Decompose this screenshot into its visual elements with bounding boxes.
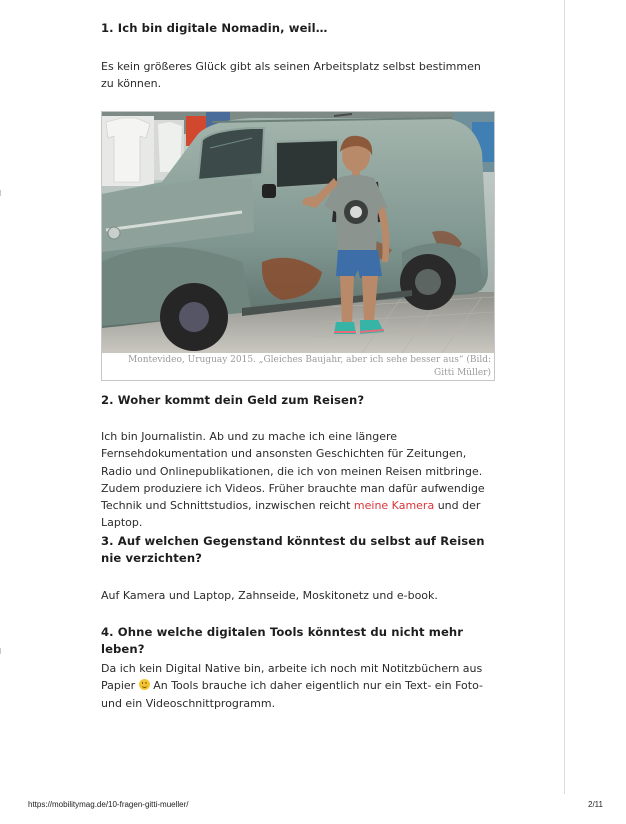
- question-4-heading: 4. Ohne welche digitalen Tools könntest du nicht mehr leben?: [101, 625, 464, 656]
- figure-caption: Montevideo, Uruguay 2015. „Gleiches Baujahr, aber ich sehe besser aus“ (Bild: Gitti Müller): [128, 355, 491, 378]
- answer-text: und der Laptop.: [101, 499, 481, 530]
- question-3-heading: 3. Auf welchen Gegenstand könntest du selbst auf Reisen nie verzichten?: [101, 534, 485, 565]
- photo-woman-with-vintage-van: [102, 112, 494, 353]
- answer-text: An Tools brauche ich daher eigentlich nur ein Text- ein Foto- und ein Videoschnittprogramm.: [101, 679, 483, 710]
- smiley-icon: [139, 679, 150, 690]
- article-figure: [101, 111, 495, 381]
- question-2-answer: [101, 428, 495, 532]
- frame-tick: [0, 648, 1, 654]
- camera-link[interactable]: meine Kamera: [353, 499, 435, 513]
- question-1-heading: 1. Ich bin digitale Nomadin, weil…: [101, 21, 328, 35]
- footer-url[interactable]: https://mobilitymag.de/10-fragen-gitti-mueller/: [28, 800, 189, 809]
- question-2-heading: 2. Woher kommt dein Geld zum Reisen?: [101, 393, 365, 407]
- question-1-answer: Es kein größeres Glück gibt als seinen Arbeitsplatz selbst bestimmen zu können.: [101, 60, 481, 91]
- answer-text: Da ich kein Digital Native bin, arbeite ich noch mit Notitzbüchern aus Papier: [101, 662, 483, 693]
- frame-tick: [0, 190, 1, 196]
- answer-text: Ich bin Journalistin. Ab und zu mache ich eine längere Fernsehdokumentation und ansonsten Geschichten für Zeitungen, Radio und Onlinepublikationen, die ich von meinen Reisen mitbringe. Zudem produziere ich Videos. Früher brauchte man dafür aufwendige Technik und Schnittstudios, inzwischen reicht: [101, 430, 485, 513]
- footer-page-number: 2/11: [588, 800, 603, 809]
- question-4-answer: [101, 660, 495, 712]
- question-3-answer: Auf Kamera und Laptop, Zahnseide, Moskitonetz und e-book.: [101, 589, 438, 602]
